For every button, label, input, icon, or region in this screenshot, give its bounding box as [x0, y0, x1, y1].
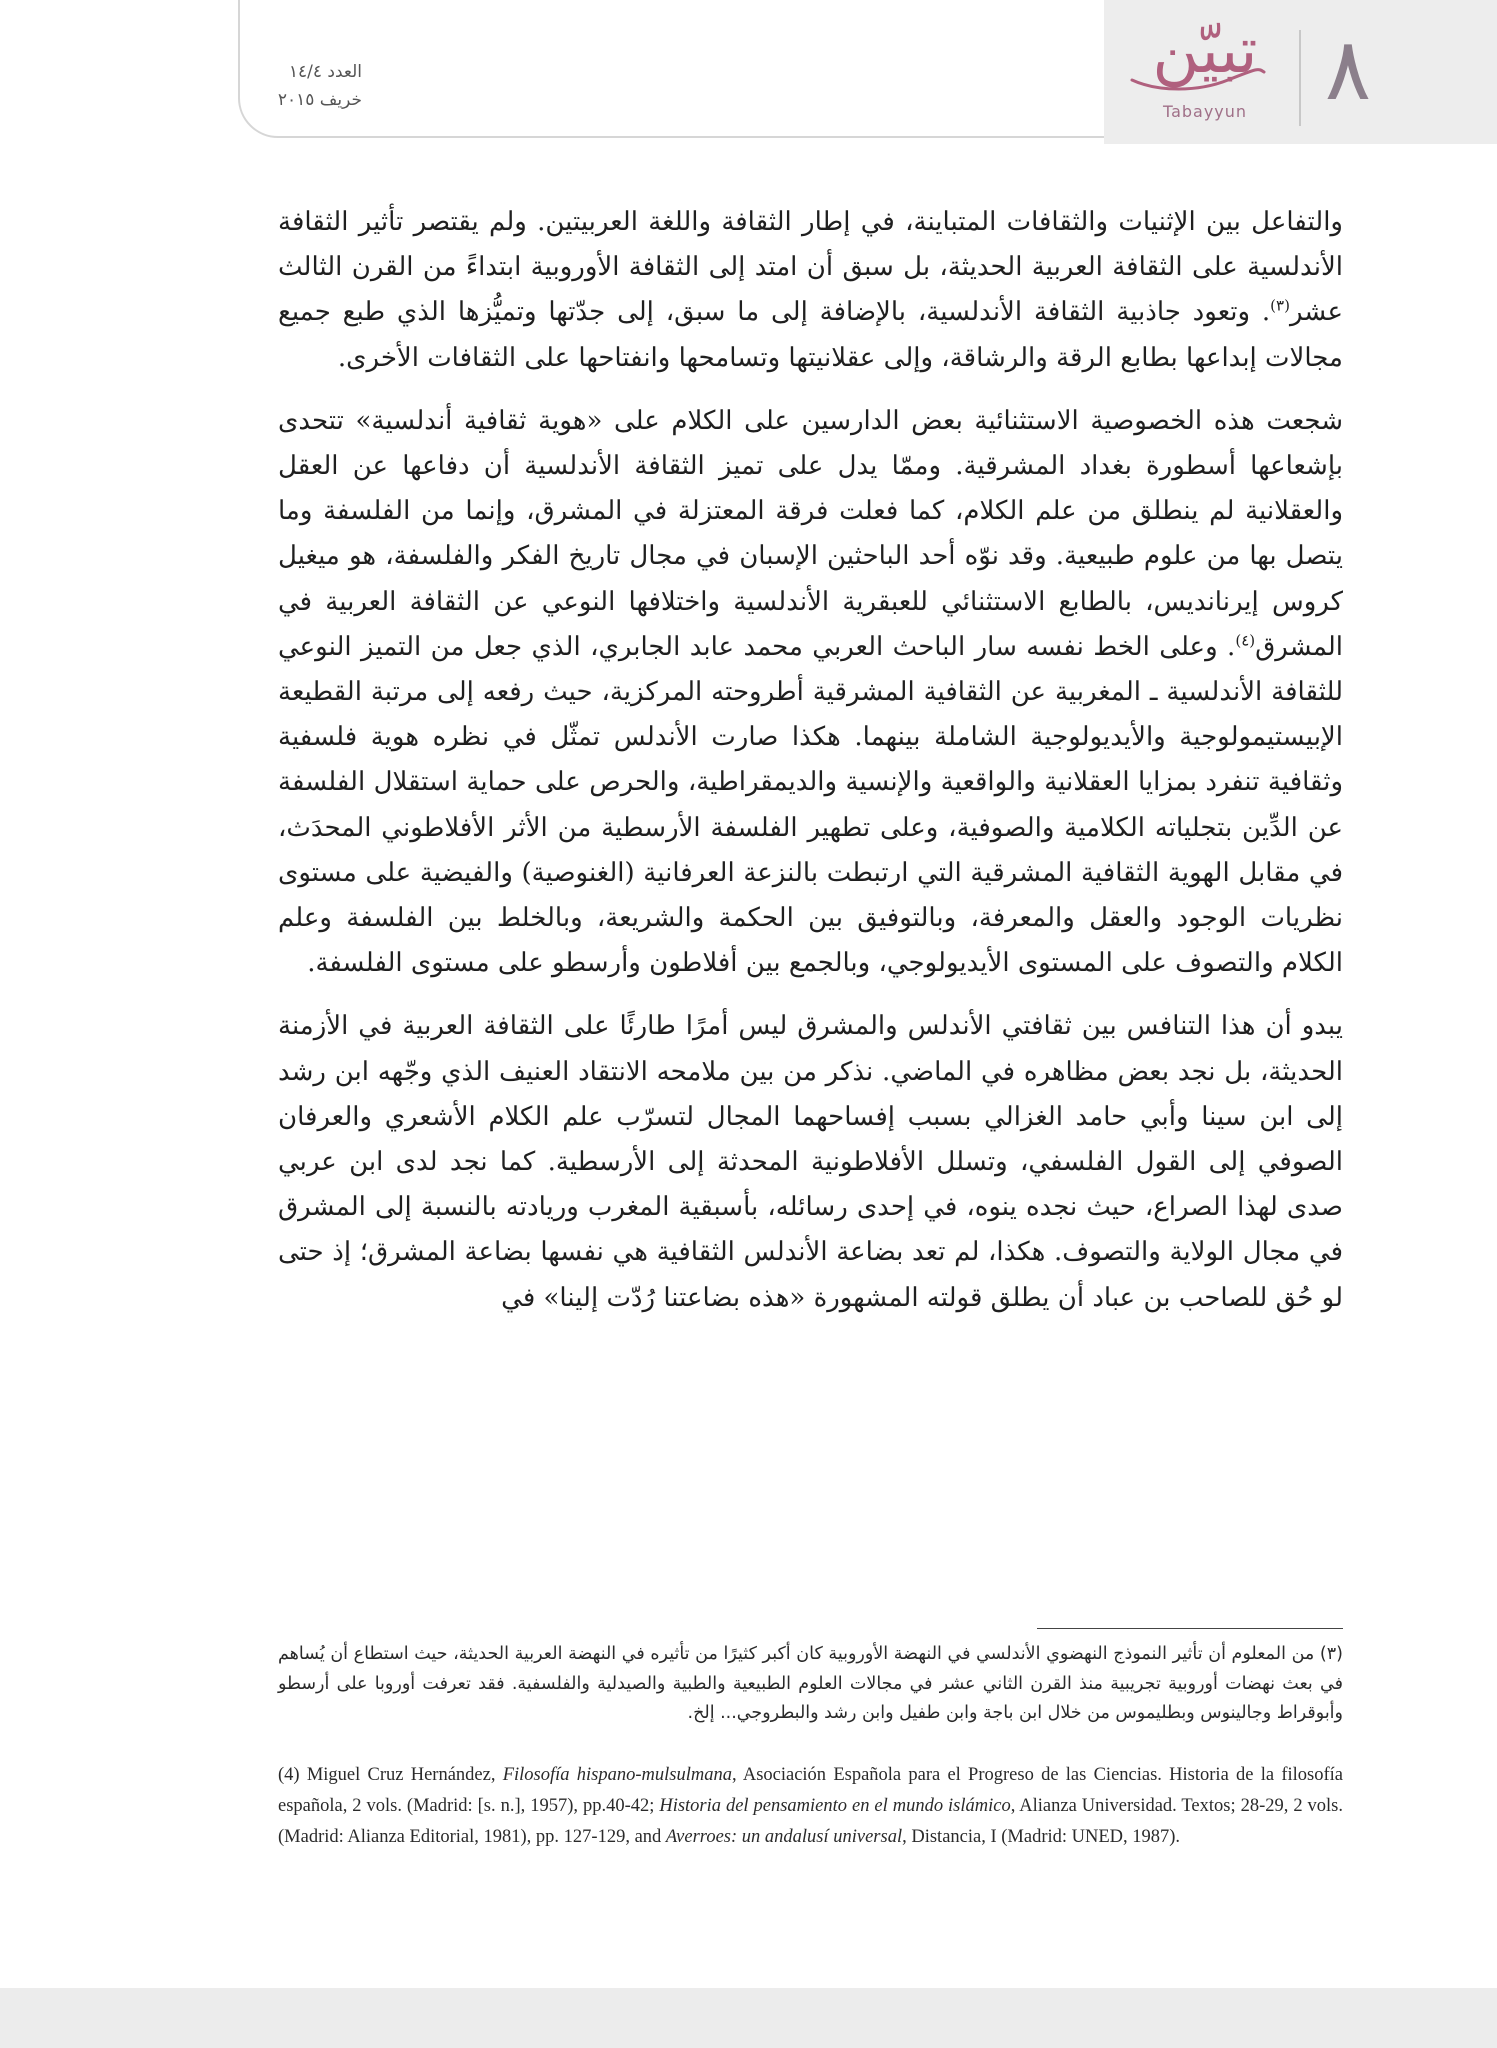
paragraph: والتفاعل بين الإثنيات والثقافات المتباينة، في إطار الثقافة واللغة العربيتين. ولم يقتصر تأثير الثقافة الأندلسية على الثقافة العربية الحديثة، بل سبق أن امتد إلى الثقافة الأوروبية ابتداءً من القرن الثالث عشر$^{(٣)}$. وتعود جاذبية الثقافة الأندلسية، بالإضافة إلى ما سبق، إلى جدّتها وتميُّزها الذي طبع جميع مجالات إبداعها بطابع الرقة والرشاقة، وإلى عقلانيتها وتسامحها وانفتاحها على الثقافات الأخرى. [278, 207, 1343, 373]
logo-divider [1299, 30, 1301, 126]
article-body [278, 200, 1343, 1339]
footnote-3: (٣) من المعلوم أن تأثير النموذج النهضوي الأندلسي في النهضة الأوروبية كان أكبر كثيرًا من تأثيره في النهضة العربية الحديثة، حيث استطاع أن يُساهم في بعث نهضات أوروبية تجريبية منذ القرن الثاني عشر في مجالات العلوم الطبيعية والطبية والصيدلية والفلسفية. فقد تعرفت أوروبا على أرسطو وأبوقراط وجالينوس وبطليموس من خلال ابن باجة وابن طفيل وابن رشد والبطروجي... إلخ. [278, 1644, 1343, 1723]
footnote-4: (4) Miguel Cruz Hernández, Filosofía hispano-mulsulmana, Asociación Española para el Progreso de las Ciencias. Historia de la filosofía española, 2 vols. (Madrid: [s. n.], 1957), pp.40-42; Historia del pensamiento en el mundo islámico, Alianza Universidad. Textos; 28-29, 2 vols. (Madrid: Alianza Editorial, 1981), pp. 127-129, and Averroes: un andalusí universal, Distancia, I (Madrid: UNED, 1987). [278, 1765, 1343, 1847]
issue-info [222, 58, 362, 118]
paragraph: شجعت هذه الخصوصية الاستثنائية بعض الدارسين على الكلام على «هوية ثقافية أندلسية» تتحدى بإشعاعها أسطورة بغداد المشرقية. وممّا يدل على تميز الثقافة الأندلسية أن دفاعها عن العقل والعقلانية لم ينطلق من علم الكلام، كما فعلت فرقة المعتزلة في المشرق، وإنما من الفلسفة وما يتصل بها من علوم طبيعية. وقد نوّه أحد الباحثين الإسبان في مجال تاريخ الفكر والفلسفة، هو ميغيل كروس إيرنانديس، بالطابع الاستثنائي للعبقرية الأندلسية واختلافها النوعي عن الثقافة العربية في المشرق$^{(٤)}$. وعلى الخط نفسه سار الباحث العربي محمد عابد الجابري، الذي جعل من التميز النوعي للثقافة الأندلسية ـ المغربية عن الثقافية المشرقية أطروحته المركزية، حيث رفعه إلى مرتبة القطيعة الإبيستيمولوجية والأيديولوجية الشاملة بينهما. هكذا صارت الأندلس تمثّل في نظره هوية فلسفية وثقافية تنفرد بمزايا العقلانية والواقعية والإنسية والديمقراطية، والحرص على حماية استقلال الفلسفة عن الدِّين بتجلياته الكلامية والصوفية، وعلى تطهير الفلسفة الأرسطية من الأثر الأفلاطوني المحدَث، في مقابل الهوية الثقافية المشرقية التي ارتبطت بالنزعة العرفانية (الغنوصية) والفيضية على مستوى نظريات الوجود والعقل والمعرفة، وبالتوفيق بين الحكمة والشريعة، وبالخلط بين الفلسفة وعلم الكلام والتصوف على المستوى الأيديولوجي، وبالجمع بين أفلاطون وأرسطو على مستوى الفلسفة. [278, 405, 1343, 979]
page-number: ٨ [1324, 20, 1372, 120]
footnote-divider [1037, 1628, 1343, 1629]
paragraph: يبدو أن هذا التنافس بين ثقافتي الأندلس والمشرق ليس أمرًا طارئًا على الثقافة العربية في الأزمنة الحديثة، بل نجد بعض مظاهره في الماضي. نذكر من بين ملامحه الانتقاد العنيف الذي وجّهه ابن رشد إلى ابن سينا وأبي حامد الغزالي بسبب إفساحهما المجال لتسرّب علم الكلام الأشعري والعرفان الصوفي إلى القول الفلسفي، وتسلل الأفلاطونية المحدثة إلى الأرسطية. كما نجد لدى ابن عربي صدى لهذا الصراع، حيث نجده ينوه، في إحدى رسائله، بأسبقية المغرب وريادته بالنسبة إلى المشرق في مجال الولاية والتصوف. هكذا، لم تعد بضاعة الأندلس الثقافية هي نفسها بضاعة المشرق؛ إذ حتى لو حُق للصاحب بن عباد أن يطلق قولته المشهورة «هذه بضاعتنا رُدّت إلينا» في [278, 1011, 1343, 1313]
issue-number: العدد ١٤/٤ [288, 62, 362, 82]
page-footer-band [0, 1988, 1497, 2048]
logo-arabic-wordmark: تبيّن [1152, 14, 1258, 88]
logo-swoosh-icon [1128, 62, 1268, 92]
footnote-ref-3[interactable]: (٣) [1270, 296, 1290, 315]
logo-latin-wordmark: Tabayyun [1162, 102, 1248, 121]
footnote-ref-4[interactable]: (٤) [1235, 631, 1256, 650]
issue-season: خريف ٢٠١٥ [277, 90, 362, 110]
